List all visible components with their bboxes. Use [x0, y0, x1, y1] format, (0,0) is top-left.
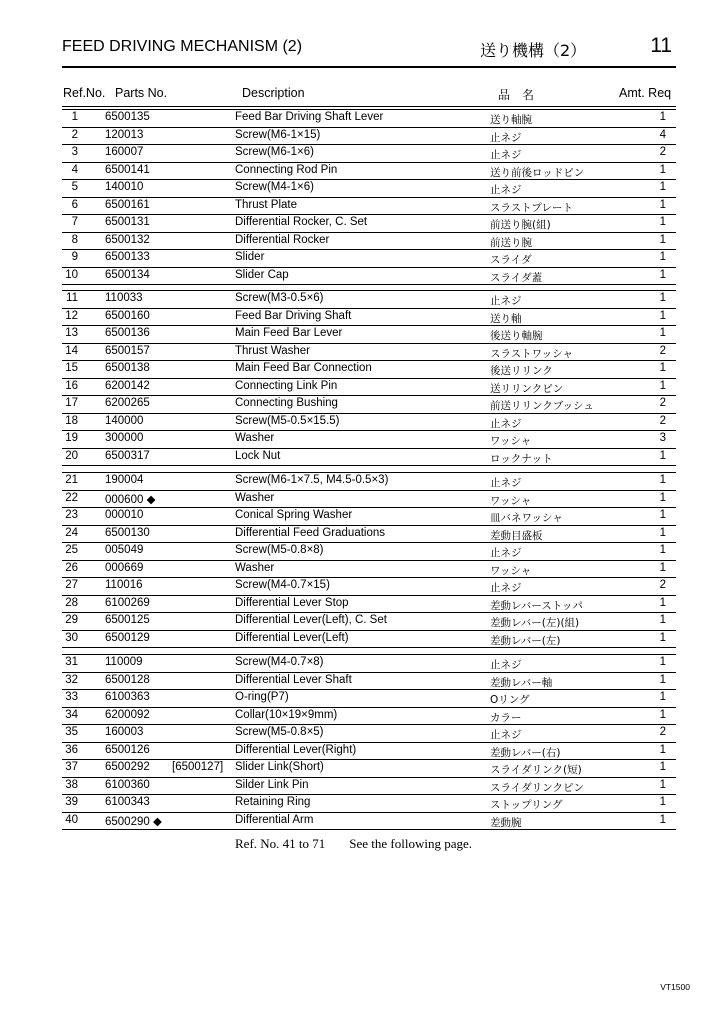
description: Main Feed Bar Lever — [235, 327, 343, 339]
table-row — [62, 268, 676, 286]
name-jp: ワッシャ — [490, 435, 532, 447]
table-row — [62, 725, 676, 743]
parts-no: 6200142 — [105, 379, 150, 392]
description: Screw(M5-0.8×8) — [235, 544, 324, 556]
footer-code: VT1500 — [660, 982, 690, 992]
table-row — [62, 250, 676, 268]
table-row — [62, 449, 676, 467]
name-jp: 止ネジ — [490, 547, 522, 559]
amount: 1 — [659, 233, 666, 246]
name-jp: 前送り腕 — [490, 236, 532, 249]
ref-no: 27 — [65, 579, 78, 591]
ref-no: 10 — [65, 268, 78, 281]
amount: 1 — [659, 181, 666, 193]
note-ref-range: Ref. No. 41 to 71 — [235, 836, 326, 851]
description: Slider Link(Short) — [235, 761, 324, 773]
name-jp: 前送リリンクブッシュ — [490, 400, 594, 412]
parts-group — [62, 654, 676, 830]
description: Screw(M4-0.7×8) — [235, 656, 324, 668]
page-header — [62, 34, 676, 66]
name-jp: 送リリンクピン — [490, 382, 564, 395]
amount: 1 — [659, 691, 666, 703]
description: Differential Lever Shaft — [235, 673, 352, 686]
table-row — [62, 163, 676, 181]
table-row — [62, 778, 676, 796]
description: Slider — [235, 251, 265, 263]
ref-no: 7 — [71, 216, 78, 228]
amount: 1 — [659, 327, 666, 339]
ref-no: 19 — [65, 432, 78, 444]
table-row — [62, 110, 676, 128]
table-row — [62, 655, 676, 673]
table-row — [62, 631, 676, 649]
ref-no: 12 — [65, 309, 78, 322]
name-jp: ワッシャ — [490, 494, 532, 507]
table-row — [62, 379, 676, 397]
table-row — [62, 526, 676, 544]
parts-no: 005049 — [105, 544, 144, 556]
name-jp: スライダリンクピン — [490, 781, 584, 794]
ref-no: 18 — [65, 414, 78, 427]
name-jp: 止ネジ — [490, 659, 522, 671]
parts-no: 190004 — [105, 474, 144, 486]
ref-no: 33 — [65, 691, 78, 703]
description: Screw(M6-1×15) — [235, 128, 321, 141]
amount: 1 — [659, 449, 666, 462]
note-text: See the following page. — [349, 836, 473, 851]
ref-no: 8 — [71, 233, 78, 246]
parts-no: 6500126 — [105, 743, 150, 756]
parts-no: 110016 — [105, 579, 143, 591]
name-jp: 送り軸 — [490, 312, 522, 325]
ref-no: 38 — [65, 778, 78, 791]
parts-no: 6500125 — [105, 614, 150, 626]
name-jp: 後送り軸腕 — [490, 330, 543, 342]
parts-no: 6100363 — [105, 691, 150, 703]
amount: 2 — [659, 397, 666, 409]
description: Connecting Link Pin — [235, 379, 338, 392]
ref-no: 2 — [71, 128, 78, 141]
table-row — [62, 508, 676, 526]
table-row — [62, 215, 676, 233]
name-jp: 差動目盛板 — [490, 529, 543, 542]
ref-no: 39 — [65, 796, 78, 808]
description: Differential Arm — [235, 813, 314, 826]
amount: 3 — [659, 432, 666, 444]
table-row — [62, 673, 676, 691]
name-jp: スライダ蓋 — [490, 271, 543, 284]
table-row — [62, 145, 676, 163]
amount: 1 — [659, 309, 666, 322]
table-row — [62, 128, 676, 146]
ref-no: 11 — [66, 292, 78, 304]
table-row — [62, 180, 676, 198]
parts-no: 300000 — [105, 432, 144, 444]
parts-no: 6100269 — [105, 596, 150, 609]
parts-no: 000600 ◆ — [105, 493, 156, 506]
description: Differential Lever(Right) — [235, 743, 357, 756]
parts-group — [62, 109, 676, 285]
amount: 1 — [659, 216, 666, 228]
ref-no: 37 — [65, 761, 78, 773]
amount: 2 — [659, 146, 666, 158]
ref-no: 24 — [65, 526, 78, 539]
amount: 1 — [659, 111, 666, 123]
description: O-ring(P7) — [235, 691, 289, 703]
amount: 1 — [659, 778, 666, 791]
name-jp: 止ネジ — [490, 582, 522, 594]
parts-no: 6500131 — [105, 216, 150, 228]
amount: 1 — [659, 673, 666, 686]
table-row — [62, 291, 676, 309]
description: Differential Lever(Left) — [235, 631, 349, 644]
parts-no: 6500128 — [105, 673, 150, 686]
name-jp: 差動レバー(右) — [490, 746, 561, 759]
description: Lock Nut — [235, 449, 281, 462]
name-jp: スライダ — [490, 254, 532, 266]
ref-no: 26 — [65, 561, 78, 574]
amount: 2 — [659, 579, 666, 591]
description: Screw(M4-0.7×15) — [235, 579, 330, 591]
name-jp: 差動レバー(左) — [490, 634, 561, 647]
amount: 1 — [659, 561, 666, 574]
page-title: FEED DRIVING MECHANISM (2) — [62, 38, 303, 55]
ref-no: 9 — [71, 251, 78, 263]
amount: 1 — [659, 268, 666, 281]
amount: 1 — [659, 362, 666, 374]
ref-no: 6 — [71, 198, 78, 211]
parts-group — [62, 472, 676, 648]
amount: 1 — [659, 656, 666, 668]
parts-no: 6200265 — [105, 397, 150, 409]
amount: 1 — [659, 198, 666, 211]
table-row — [62, 396, 676, 414]
parts-group — [62, 290, 676, 466]
ref-no: 31 — [65, 656, 78, 668]
parts-no: 6100343 — [105, 796, 150, 808]
parts-no: 6500161 — [105, 198, 150, 211]
ref-no: 36 — [65, 743, 78, 756]
continuation-note — [235, 836, 472, 852]
amount: 4 — [659, 128, 666, 141]
ref-no: 23 — [65, 509, 78, 521]
amount: 1 — [659, 761, 666, 773]
parts-no: 6500132 — [105, 233, 150, 246]
description: Screw(M3-0.5×6) — [235, 292, 324, 304]
table-row — [62, 578, 676, 596]
table-row — [62, 690, 676, 708]
amount: 1 — [659, 509, 666, 521]
col-head-parts: Parts No. — [115, 86, 168, 100]
parts-no: 000010 — [105, 509, 144, 521]
amount: 1 — [659, 163, 666, 176]
col-head-name-jp: 品 名 — [498, 88, 535, 102]
description: Connecting Rod Pin — [235, 163, 338, 176]
table-row — [62, 473, 676, 491]
table-row — [62, 543, 676, 561]
parts-no: 6500138 — [105, 362, 150, 374]
name-jp: 止ネジ — [490, 184, 522, 196]
col-head-ref: Ref.No. — [63, 86, 106, 100]
parts-no: 6100360 — [105, 778, 150, 791]
name-jp: 後送リリンク — [490, 365, 553, 377]
description: Retaining Ring — [235, 796, 311, 808]
page-number: 11 — [650, 34, 672, 57]
table-row — [62, 344, 676, 362]
ref-no: 20 — [65, 449, 78, 462]
parts-no: 160003 — [105, 726, 144, 738]
ref-no: 15 — [65, 362, 78, 374]
ref-no: 5 — [71, 181, 78, 193]
table-row — [62, 233, 676, 251]
description: Connecting Bushing — [235, 397, 338, 409]
parts-no: 6500129 — [105, 631, 150, 644]
table-row — [62, 596, 676, 614]
ref-no: 21 — [65, 474, 78, 486]
table-row — [62, 708, 676, 726]
description: Screw(M5-0.5×15.5) — [235, 414, 340, 427]
description: Screw(M5-0.8×5) — [235, 726, 324, 738]
name-jp: スライダリンク(短) — [490, 764, 582, 776]
description: Washer — [235, 432, 275, 444]
description: Differential Rocker, C. Set — [235, 216, 368, 228]
amount: 1 — [659, 743, 666, 756]
parts-no: 6500292 — [105, 761, 150, 773]
name-jp: 差動レバー(左)(組) — [490, 617, 580, 629]
name-jp: 止ネジ — [490, 417, 522, 430]
amount: 1 — [659, 796, 666, 808]
amount: 1 — [659, 544, 666, 556]
amount: 1 — [659, 379, 666, 392]
table-row — [62, 414, 676, 432]
table-row — [62, 491, 676, 509]
amount: 1 — [659, 813, 666, 826]
ref-no: 17 — [65, 397, 78, 409]
ref-no: 25 — [65, 544, 78, 556]
amount: 1 — [659, 526, 666, 539]
description: Differential Lever(Left), C. Set — [235, 614, 387, 626]
parts-no: 6500133 — [105, 251, 150, 263]
parts-no: 110033 — [105, 292, 143, 304]
name-jp: 止ネジ — [490, 295, 522, 307]
name-jp: 差動レバーストッパ — [490, 599, 583, 612]
description: Feed Bar Driving Shaft Lever — [235, 111, 384, 123]
page-title-jp: 送り機構（2） — [480, 41, 587, 60]
name-jp: ワッシャ — [490, 564, 532, 577]
description: Differential Feed Graduations — [235, 526, 386, 539]
description: Differential Rocker — [235, 233, 330, 246]
parts-no: 6200092 — [105, 708, 150, 721]
name-jp: 差動レバー軸 — [490, 676, 553, 689]
description: Screw(M6-1×7.5, M4.5-0.5×3) — [235, 474, 389, 486]
description: Silder Link Pin — [235, 778, 309, 791]
description: Feed Bar Driving Shaft — [235, 309, 352, 322]
name-jp: 皿バネワッシャ — [490, 512, 563, 524]
table-row — [62, 561, 676, 579]
name-jp: スラストワッシャ — [490, 347, 573, 360]
name-jp: Oリング — [490, 694, 530, 706]
name-jp: 送り軸腕 — [490, 114, 532, 126]
description: Washer — [235, 561, 275, 574]
ref-no: 34 — [65, 708, 78, 721]
parts-no: 6500136 — [105, 327, 150, 339]
parts-no: 6500141 — [105, 163, 150, 176]
table-row — [62, 309, 676, 327]
table-row — [62, 613, 676, 631]
parts-no: 140000 — [105, 414, 144, 427]
ref-no: 16 — [65, 379, 78, 392]
description: Slider Cap — [235, 268, 289, 281]
name-jp: 止ネジ — [490, 149, 522, 161]
col-head-description: Description — [242, 86, 305, 100]
parts-no: 110009 — [105, 656, 143, 668]
parts-no: 6500157 — [105, 344, 150, 357]
description: Washer — [235, 491, 275, 504]
parts-no: 160007 — [105, 146, 144, 158]
name-jp: スラストプレート — [490, 201, 573, 214]
ref-no: 28 — [65, 596, 78, 609]
description: Thrust Plate — [235, 198, 297, 211]
ref-no: 40 — [65, 813, 78, 826]
name-jp: ロックナット — [490, 452, 553, 465]
name-jp: 前送り腕(組) — [490, 219, 551, 231]
ref-no: 4 — [71, 163, 78, 176]
ref-no: 3 — [71, 146, 78, 158]
description: Screw(M6-1×6) — [235, 146, 314, 158]
amount: 1 — [659, 474, 666, 486]
amount: 1 — [659, 292, 666, 304]
description: Main Feed Bar Connection — [235, 362, 372, 374]
amount: 1 — [659, 596, 666, 609]
name-jp: カラー — [490, 711, 522, 724]
amount: 1 — [659, 614, 666, 626]
header-rule — [62, 66, 676, 68]
amount: 2 — [659, 726, 666, 738]
name-jp: 差動腕 — [490, 816, 522, 829]
description: Screw(M4-1×6) — [235, 181, 314, 193]
ref-no: 29 — [65, 614, 78, 626]
ref-no: 22 — [65, 491, 78, 504]
name-jp: 止ネジ — [490, 131, 522, 144]
name-jp: 送り前後ロッドピン — [490, 166, 585, 179]
parts-no: 6500134 — [105, 268, 150, 281]
amount: 2 — [659, 414, 666, 427]
table-row — [62, 743, 676, 761]
table-row — [62, 813, 676, 831]
amount: 1 — [659, 251, 666, 263]
ref-no: 13 — [65, 327, 78, 339]
col-head-amount: Amt. Req — [619, 86, 672, 100]
table-row — [62, 431, 676, 449]
ref-no: 30 — [65, 631, 78, 644]
description: Collar(10×19×9mm) — [235, 708, 338, 721]
parts-no: 000669 — [105, 561, 144, 574]
table-row — [62, 760, 676, 778]
name-jp: 止ネジ — [490, 729, 522, 741]
table-row — [62, 198, 676, 216]
parts-no: 6500160 — [105, 309, 150, 322]
ref-no: 35 — [65, 726, 78, 738]
name-jp: ストップリング — [490, 799, 563, 811]
ref-no: 1 — [71, 111, 78, 123]
description: Thrust Washer — [235, 344, 310, 357]
amount: 1 — [659, 491, 666, 504]
name-jp: 止ネジ — [490, 477, 522, 489]
parts-no: 120013 — [105, 128, 144, 141]
amount: 1 — [659, 708, 666, 721]
alt-parts-no: [6500127] — [172, 761, 224, 773]
table-row — [62, 795, 676, 813]
parts-no: 140010 — [105, 181, 144, 193]
header-underline — [62, 106, 676, 107]
description: Differential Lever Stop — [235, 596, 349, 609]
table-row — [62, 326, 676, 344]
parts-no: 6500317 — [105, 449, 150, 462]
parts-no: 6500135 — [105, 111, 150, 123]
parts-no: 6500130 — [105, 526, 150, 539]
amount: 1 — [659, 631, 666, 644]
description: Conical Spring Washer — [235, 509, 353, 521]
ref-no: 14 — [65, 344, 78, 357]
parts-no: 6500290 ◆ — [105, 815, 162, 828]
ref-no: 32 — [65, 673, 78, 686]
amount: 2 — [659, 344, 666, 357]
table-row — [62, 361, 676, 379]
